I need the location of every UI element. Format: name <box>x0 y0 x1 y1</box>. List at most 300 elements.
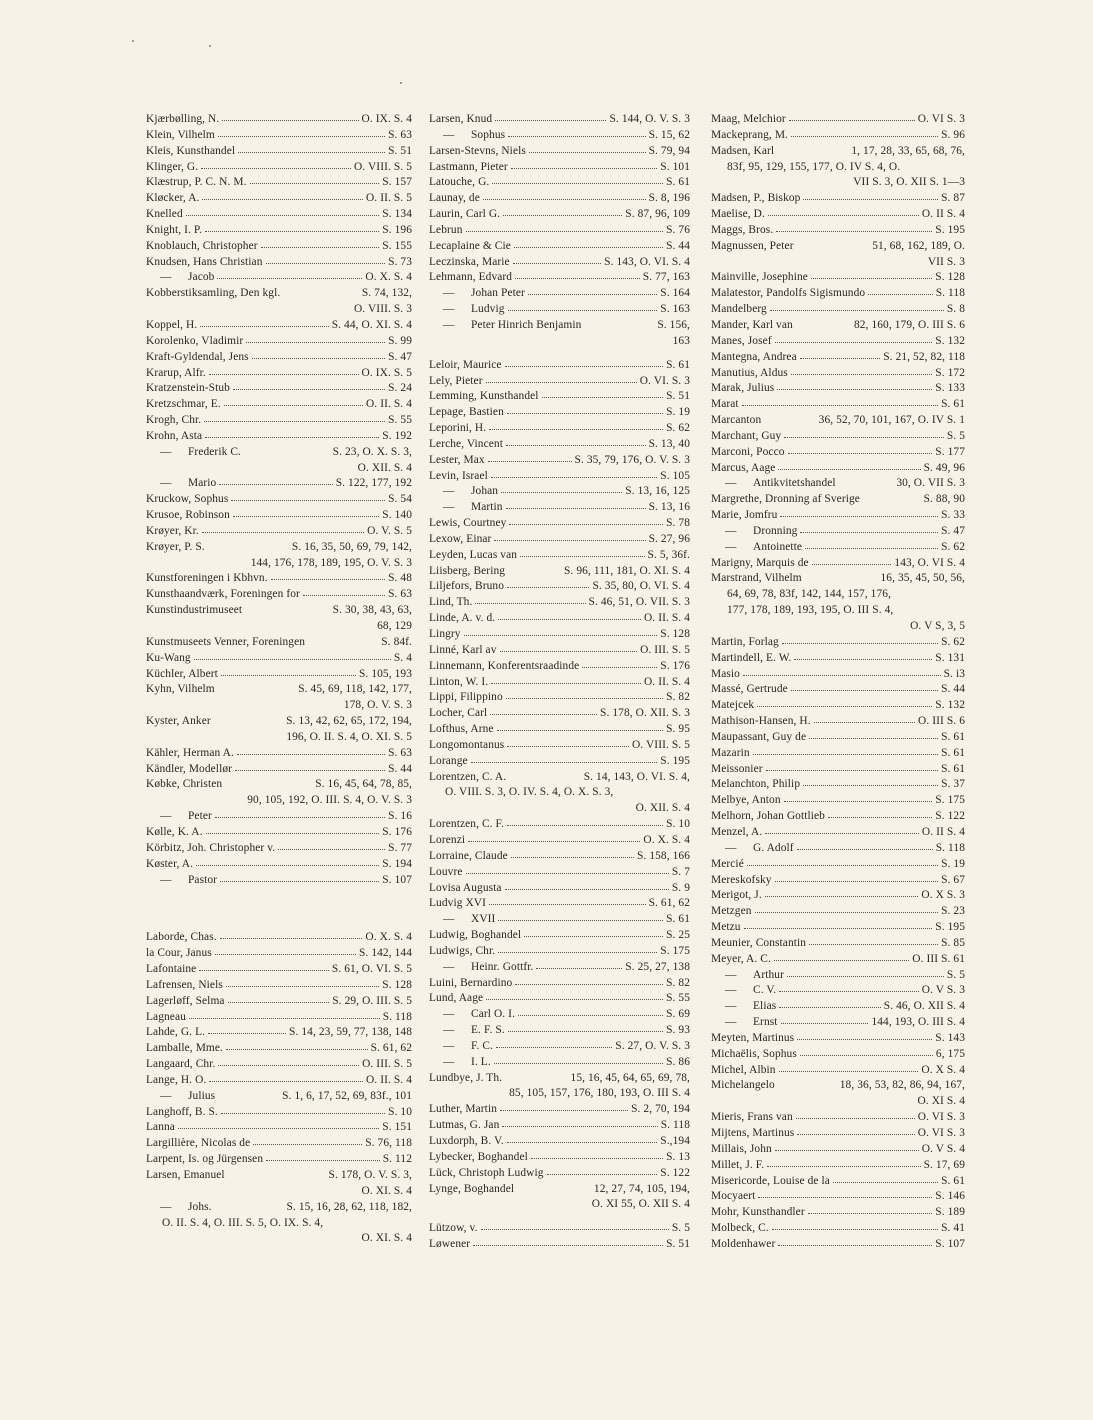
page-reference: S. 62 <box>941 635 965 648</box>
entry-name: Leyden, Lucas van <box>429 548 518 561</box>
entry-line <box>711 762 965 778</box>
page-reference: O. II. S. 4 <box>643 612 690 625</box>
entry-line <box>711 968 965 984</box>
entry-line <box>429 484 690 500</box>
index-entry <box>146 682 412 714</box>
index-entry <box>146 318 412 334</box>
page-reference: S. 13, 42, 62, 65, 172, 194, <box>286 715 412 728</box>
entry-name: Krohn, Asta <box>146 429 203 442</box>
page-reference: S. 14, 143, O. VI. S. 4, <box>583 770 690 783</box>
entry-line <box>429 389 690 405</box>
ditto-dash: — <box>443 287 455 300</box>
entry-name: Kunstindustrimuseet <box>146 604 243 617</box>
entry-name-text: Johs. <box>188 1200 212 1213</box>
dot-leader <box>503 207 622 217</box>
page-reference: S. 163 <box>660 303 690 316</box>
entry-line <box>711 1015 965 1031</box>
page-reference: S. 118 <box>660 1119 690 1132</box>
index-entry <box>711 381 965 397</box>
index-entry <box>146 540 412 572</box>
page-reference: S. 62 <box>941 540 965 553</box>
index-entry <box>146 651 412 667</box>
entry-line <box>146 191 412 207</box>
index-entry <box>146 1057 412 1073</box>
index-sub-entry <box>429 286 690 302</box>
entry-name: Mackeprang, M. <box>711 128 788 141</box>
index-entry <box>711 1221 965 1237</box>
page-reference: S. 88, 90 <box>923 493 965 506</box>
page-reference: S. 96 <box>941 128 965 141</box>
entry-name: Martin, Forlag <box>711 635 779 648</box>
ditto-dash: — <box>160 445 172 458</box>
page-reference: S. 118 <box>935 287 965 300</box>
page-reference: S. 93 <box>666 1024 690 1037</box>
page-reference: S. 128 <box>382 978 412 991</box>
entry-line <box>146 587 412 603</box>
ditto-dash: — <box>443 1008 455 1021</box>
entry-name: Kobberstiksamling, Den kgl. <box>146 287 281 300</box>
index-entry <box>711 429 965 445</box>
page-reference: S. 5 <box>946 968 965 981</box>
entry-line <box>429 833 690 849</box>
entry-name: Lecaplaine & Cie <box>429 239 511 252</box>
index-entry <box>711 1126 965 1142</box>
page-reference: S. 122 <box>660 1166 690 1179</box>
entry-name: Lepage, Bastien <box>429 406 504 419</box>
entry-name: Lybecker, Boghandel <box>429 1150 528 1163</box>
entry-line <box>146 857 412 873</box>
index-entry <box>429 659 690 675</box>
page-reference: O. VI S. 3 <box>917 1127 965 1139</box>
ditto-dash: — <box>443 128 455 141</box>
page-reference: S. 77, 163 <box>642 271 690 284</box>
entry-name: Molbeck, C. <box>711 1222 769 1235</box>
dot-leader <box>222 112 358 122</box>
index-entry <box>429 595 690 611</box>
dot-leader <box>774 952 909 962</box>
entry-line <box>711 1031 965 1047</box>
speck <box>209 45 211 47</box>
page-reference: S. 77 <box>388 841 412 854</box>
entry-line <box>146 1168 412 1184</box>
page-reference: 16, 35, 45, 50, 56, <box>880 572 965 585</box>
dot-leader <box>528 286 657 296</box>
index-entry <box>429 675 690 691</box>
entry-line <box>711 1047 965 1063</box>
dot-leader <box>515 976 663 986</box>
page-reference: S. 45, 69, 118, 142, 177, <box>298 683 412 696</box>
entry-name-text: Johan <box>471 485 499 498</box>
entry-name <box>711 476 836 492</box>
index-entry <box>711 144 965 192</box>
index-sub-entry <box>711 524 965 540</box>
entry-name-text: Antikvitetshandel <box>753 477 836 490</box>
dot-leader <box>494 1055 663 1065</box>
dot-leader <box>489 421 663 431</box>
page-reference: S. 16 <box>388 810 412 823</box>
ditto-dash: — <box>160 873 172 886</box>
entry-line <box>146 366 412 382</box>
dot-leader <box>791 682 938 692</box>
entry-name: Leloir, Maurice <box>429 358 502 371</box>
entry-name: Melanchton, Philip <box>711 778 801 791</box>
dot-leader <box>513 255 601 265</box>
page-reference: S. 44 <box>666 239 690 252</box>
entry-line <box>711 904 965 920</box>
entry-line <box>429 1166 690 1182</box>
page-reference: S. 61 <box>941 762 965 775</box>
entry-name: Knoblauch, Christopher <box>146 239 258 252</box>
entry-name: Mohr, Kunsthandler <box>711 1206 805 1219</box>
index-entry <box>146 1025 412 1041</box>
dot-leader <box>514 239 663 249</box>
index-entry <box>429 516 690 532</box>
page-reference: S. 25 <box>666 929 690 942</box>
page-reference: S. 16, 45, 64, 78, 85, <box>315 778 412 791</box>
ditto-dash: — <box>160 271 172 284</box>
page-reference: S. 61, 62 <box>370 1042 412 1055</box>
index-entry <box>146 366 412 382</box>
entry-name: Lebrun <box>429 223 463 236</box>
index-entry <box>146 762 412 778</box>
entry-line <box>711 809 965 825</box>
entry-name: Lagneau <box>146 1010 186 1023</box>
entry-line <box>146 825 412 841</box>
entry-line <box>711 239 965 255</box>
entry-spacer <box>429 1213 690 1221</box>
entry-name: Metzgen <box>711 905 752 918</box>
index-entry <box>429 1237 690 1253</box>
entry-name-text: Arthur <box>753 968 784 981</box>
index-entry <box>711 777 965 793</box>
entry-line <box>429 374 690 390</box>
entry-name <box>711 999 776 1015</box>
entry-name: Mereskofsky <box>711 873 772 886</box>
dot-leader <box>208 1025 286 1035</box>
entry-line <box>429 896 690 912</box>
index-entry <box>146 1152 412 1168</box>
reference-continuation: O. XII. S. 4 <box>357 461 412 474</box>
entry-name: Lewis, Courtney <box>429 517 507 530</box>
dot-leader <box>483 191 646 201</box>
index-entry <box>711 461 965 477</box>
dot-leader <box>219 476 332 486</box>
ditto-dash: — <box>443 960 455 973</box>
index-entry <box>146 587 412 603</box>
entry-name-text: Ludvig <box>471 303 505 316</box>
ditto-dash: — <box>160 810 172 823</box>
index-entry <box>146 524 412 540</box>
entry-line <box>146 1120 412 1136</box>
entry-name: Kyster, Anker <box>146 715 211 728</box>
entry-line <box>711 524 965 540</box>
ditto-dash: — <box>725 841 737 854</box>
dot-leader <box>233 508 379 518</box>
dot-leader <box>468 833 640 843</box>
entry-name-text: G. Adolf <box>753 841 794 854</box>
page-reference: S. 46, O. XII S. 4 <box>883 1000 965 1013</box>
index-sub-entry <box>429 1023 690 1039</box>
index-entry <box>711 223 965 239</box>
entry-name <box>146 476 216 492</box>
entry-line <box>146 1073 412 1089</box>
dot-leader <box>466 865 669 875</box>
entry-line <box>429 1071 690 1087</box>
index-entry <box>146 857 412 873</box>
entry-name: Luxdorph, B. V. <box>429 1135 504 1147</box>
page-reference: S. 47 <box>388 350 412 363</box>
dot-leader <box>805 540 938 550</box>
entry-line <box>429 659 690 675</box>
entry-line <box>711 888 965 904</box>
entry-line <box>146 492 412 508</box>
page-reference: S. 62 <box>666 422 690 435</box>
entry-name: Mazarin <box>711 746 750 759</box>
entry-line <box>711 350 965 366</box>
entry-name: Kunsthaandværk, Foreningen for <box>146 588 300 601</box>
page-reference: O. III S. 6 <box>918 715 965 728</box>
dot-leader <box>221 667 356 677</box>
entry-line <box>429 579 690 595</box>
ditto-dash: — <box>725 1016 737 1029</box>
page-reference: S. 107 <box>382 873 412 886</box>
page-reference: S. 86 <box>666 1055 690 1068</box>
page-reference: O. II. S. 4 <box>365 398 412 411</box>
page-reference: S. 44 <box>941 683 965 696</box>
entry-line <box>429 738 690 754</box>
page-reference: S. 23, O. X. S. 3, <box>332 445 412 458</box>
index-entry <box>146 191 412 207</box>
dot-leader <box>506 500 646 510</box>
index-entry <box>711 397 965 413</box>
entry-line <box>146 381 412 397</box>
entry-name-text: XVII <box>471 913 496 926</box>
page-reference: S. 189 <box>935 1206 965 1219</box>
page-reference: O. V. S. 5 <box>367 524 412 537</box>
entry-line <box>429 548 690 564</box>
index-entry <box>429 627 690 643</box>
index-entry <box>711 286 965 302</box>
index-entry <box>429 896 690 912</box>
dot-leader <box>228 994 330 1004</box>
entry-name <box>711 968 784 984</box>
page-reference: S. 10 <box>666 818 690 831</box>
dot-leader <box>507 579 589 589</box>
entry-name: Longomontanus <box>429 738 505 751</box>
index-entry <box>429 611 690 627</box>
entry-line <box>429 437 690 453</box>
entry-line <box>429 469 690 485</box>
entry-name: Lester, Max <box>429 453 485 466</box>
dot-leader <box>489 896 646 906</box>
entry-line <box>711 381 965 397</box>
entry-name: Mandelberg <box>711 303 767 316</box>
index-sub-entry <box>711 841 965 857</box>
entry-name: Lerche, Vincent <box>429 437 503 450</box>
entry-line <box>711 999 965 1015</box>
page-reference: 15, 16, 45, 64, 65, 69, 78, <box>570 1071 690 1084</box>
index-entry <box>711 556 965 572</box>
entry-name: Madsen, P., Biskop <box>711 192 801 205</box>
index-entry <box>711 239 965 271</box>
dot-leader <box>200 318 328 328</box>
entry-line <box>429 611 690 627</box>
index-entry <box>429 421 690 437</box>
page-reference: S. 87, 96, 109 <box>625 208 690 221</box>
entry-name: Maelise, D. <box>711 208 765 221</box>
dot-leader <box>186 207 380 217</box>
index-entry <box>146 381 412 397</box>
dot-leader <box>779 999 880 1009</box>
page-reference: S. 112 <box>382 1153 412 1166</box>
index-entry <box>711 682 965 698</box>
dot-leader <box>494 532 645 542</box>
page-reference: S. 192 <box>382 429 412 442</box>
page-reference: S. 47 <box>941 524 965 537</box>
index-entry <box>711 1047 965 1063</box>
entry-line <box>146 809 412 825</box>
entry-name: Lehmann, Edvard <box>429 271 513 284</box>
page-reference: S. 142, 144 <box>359 947 412 960</box>
entry-line <box>711 793 965 809</box>
dot-leader <box>766 762 938 772</box>
page-reference: S. 8 <box>946 303 965 316</box>
entry-name <box>146 1200 212 1216</box>
entry-name: Mander, Karl van <box>711 318 793 331</box>
index-entry <box>429 175 690 191</box>
entry-name: Lofthus, Arne <box>429 723 494 736</box>
entry-name: Linnemann, Konferentsraadinde <box>429 659 580 672</box>
page-reference: S. 176 <box>382 825 412 838</box>
index-entry <box>429 1182 690 1214</box>
page-reference: S. 122, 177, 192 <box>335 477 412 490</box>
index-entry <box>711 1031 965 1047</box>
entry-name: Lahde, G. L. <box>146 1026 206 1039</box>
index-entry <box>711 809 965 825</box>
index-entry <box>429 191 690 207</box>
entry-line <box>146 962 412 978</box>
dot-leader <box>473 1237 663 1247</box>
entry-name-text: Pastor <box>188 873 218 886</box>
entry-name: Krogh, Chr. <box>146 414 202 427</box>
index-entry <box>429 469 690 485</box>
entry-name: Leczinska, Marie <box>429 255 510 268</box>
dot-leader <box>507 1134 657 1144</box>
index-sub-entry <box>146 270 412 286</box>
index-entry <box>146 571 412 587</box>
entry-name: Madsen, Karl <box>711 144 775 157</box>
entry-name: Ku-Wang <box>146 651 191 664</box>
entry-line <box>711 1237 965 1253</box>
index-entry <box>711 1078 965 1110</box>
index-entry <box>711 1189 965 1205</box>
entry-name: Kløcker, A. <box>146 192 200 205</box>
index-entry <box>429 928 690 944</box>
index-entry <box>146 841 412 857</box>
entry-line <box>429 175 690 191</box>
entry-line <box>711 397 965 413</box>
index-entry <box>146 825 412 841</box>
page-reference: S. 172 <box>935 366 965 379</box>
entry-name: Launay, de <box>429 192 480 205</box>
index-entry <box>146 128 412 144</box>
index-column-m <box>711 112 965 1253</box>
entry-name: Maag, Melchior <box>711 113 786 125</box>
ditto-dash: — <box>725 477 737 490</box>
ditto-dash: — <box>443 1055 455 1068</box>
dot-leader <box>768 207 919 217</box>
page-reference: S. 14, 23, 59, 77, 138, 148 <box>289 1026 412 1039</box>
reference-continuation: O. VIII. S. 3 <box>353 303 412 316</box>
page-reference: S. 73 <box>388 255 412 268</box>
dot-leader <box>508 1023 663 1033</box>
entry-line <box>146 946 412 962</box>
index-entry <box>429 1118 690 1134</box>
index-entry <box>429 643 690 659</box>
index-entry <box>429 1221 690 1237</box>
dot-leader <box>755 904 939 914</box>
page-reference: S. 51 <box>666 390 690 403</box>
ditto-dash: — <box>443 1039 455 1052</box>
entry-line <box>146 1010 412 1026</box>
entry-line <box>711 777 965 793</box>
index-entry <box>711 920 965 936</box>
entry-name: Lutmas, G. Jan <box>429 1119 500 1132</box>
entry-name: Lützow, v. <box>429 1222 478 1235</box>
entry-line <box>146 270 412 286</box>
index-entry <box>711 762 965 778</box>
dot-leader <box>833 1174 938 1184</box>
reference-continuation: 68, 129 <box>377 620 412 632</box>
entry-name: Liisberg, Bering <box>429 564 506 577</box>
entry-name: Klæstrup, P. C. N. M. <box>146 176 247 189</box>
page-reference: S. 27, 96 <box>648 532 690 545</box>
entry-line <box>146 571 412 587</box>
entry-line <box>429 849 690 865</box>
reference-continuation: 83f, 95, 129, 155, 177, O. IV S. 4, O. <box>727 160 901 173</box>
page-reference: S. 178, O. V. S. 3, <box>328 1169 412 1181</box>
page-reference: S. 82 <box>666 976 690 989</box>
index-entry <box>146 334 412 350</box>
entry-line <box>711 857 965 873</box>
index-entry <box>711 112 965 128</box>
entry-name: Lely, Pieter <box>429 374 483 387</box>
index-entry <box>146 962 412 978</box>
index-entry <box>711 952 965 968</box>
entry-line <box>711 144 965 160</box>
ditto-dash: — <box>160 477 172 490</box>
entry-name <box>429 1055 491 1071</box>
page-reference: S. 15, 62 <box>648 128 690 141</box>
entry-name: Michelangelo <box>711 1079 775 1092</box>
index-sub-entry <box>429 302 690 318</box>
dot-leader <box>278 841 385 851</box>
entry-name: la Cour, Janus <box>146 947 212 960</box>
entry-name: Knight, I. P. <box>146 223 203 236</box>
entry-name <box>146 270 214 286</box>
page-reference: S. 146 <box>935 1190 965 1203</box>
dot-leader <box>800 524 938 534</box>
index-entry <box>429 160 690 176</box>
page-reference: O. II S. 4 <box>921 825 965 838</box>
page-reference: S. 17, 69 <box>923 1158 965 1171</box>
entry-line <box>711 556 965 572</box>
index-sub-entry <box>146 873 412 889</box>
index-entry <box>711 1174 965 1190</box>
index-entry <box>711 635 965 651</box>
entry-line <box>711 492 965 508</box>
entry-name: Locher, Carl <box>429 707 488 720</box>
